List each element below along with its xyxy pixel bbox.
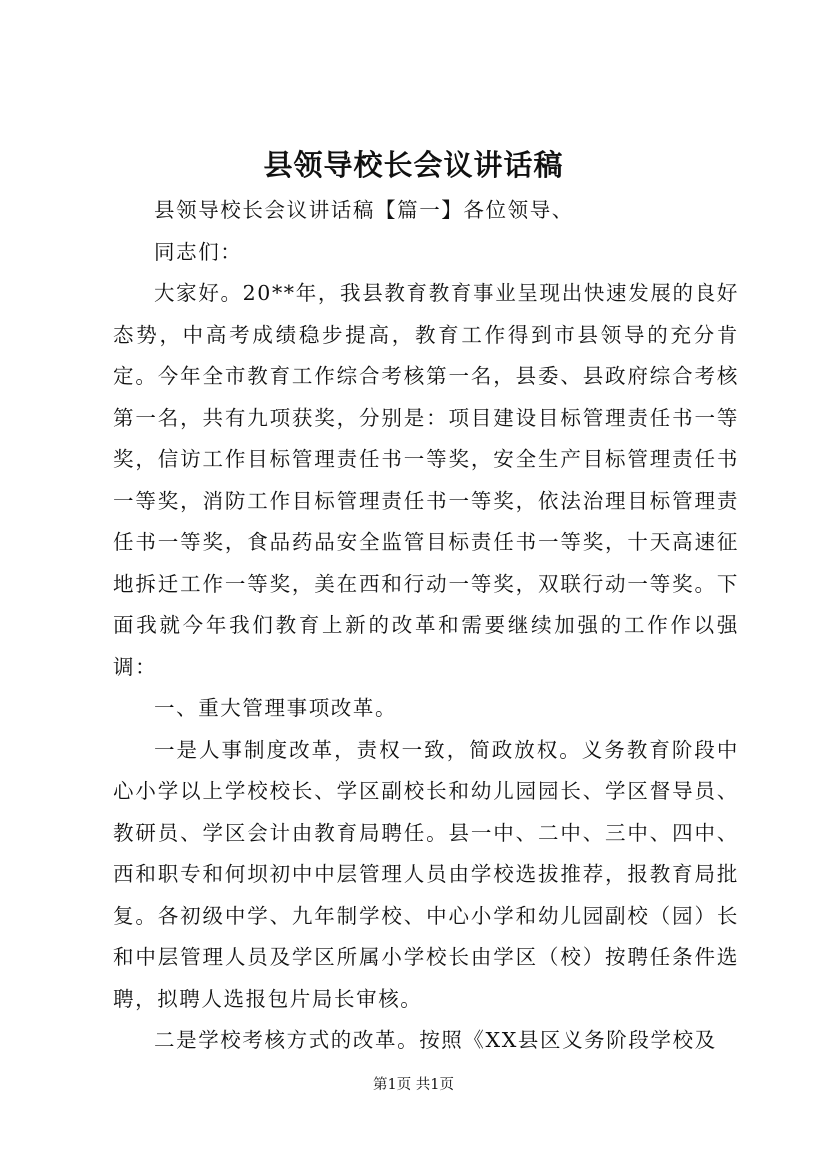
page-footer: 第1页 共1页 (372, 1077, 455, 1093)
paragraph-greeting: 大家好。20**年，我县教育教育事业呈现出快速发展的良好态势，中高考成绩稳步提高，教育工作得到市县领导的充分肯定。今年全市教育工作综合考核第一名，县委、县政府综合考核第一名，共有九项获奖，分别是：项目建设目标管理责任书一等奖，信访工作目标管理责任书一等奖，安全生产目标管理责任书一等奖，消防工作目标管理责任书一等奖，依法治理目标管理责任书一等奖，食品药品安全监管目标责任书一等奖，十天高速征地拆迁工作一等奖，美在西和行动一等奖，双联行动一等奖。下面我就今年我们教育上新的改革和需要继续加强的工作作以强调： (113, 281, 739, 679)
section-heading: 一、重大管理事项改革。 (154, 696, 398, 720)
paragraph-salutation: 同志们： (154, 239, 243, 264)
document-body (113, 190, 739, 1062)
paragraph-personnel-reform: 一是人事制度改革，责权一致，简政放权。义务教育阶段中心小学以上学校校长、学区副校长和幼儿园园长、学区督导员、教研员、学区会计由教育局聘任。县一中、二中、三中、四中、西和职专和何坝初中中层管理人员由学校选拔推荐，报教育局批复。各初级中学、九年制学校、中心小学和幼儿园副校（园）长和中层管理人员及学区所属小学校长由学区（校）按聘任条件选聘，拟聘人选报包片局长审核。 (113, 737, 739, 1011)
paragraph-opening: 县领导校长会议讲话稿【篇一】各位领导、 (154, 198, 574, 222)
document-title: 县领导校长会议讲话稿 (263, 148, 564, 182)
paragraph-assessment-reform: 二是学校考核方式的改革。按照《XX县区义务阶段学校及 (154, 1028, 717, 1052)
